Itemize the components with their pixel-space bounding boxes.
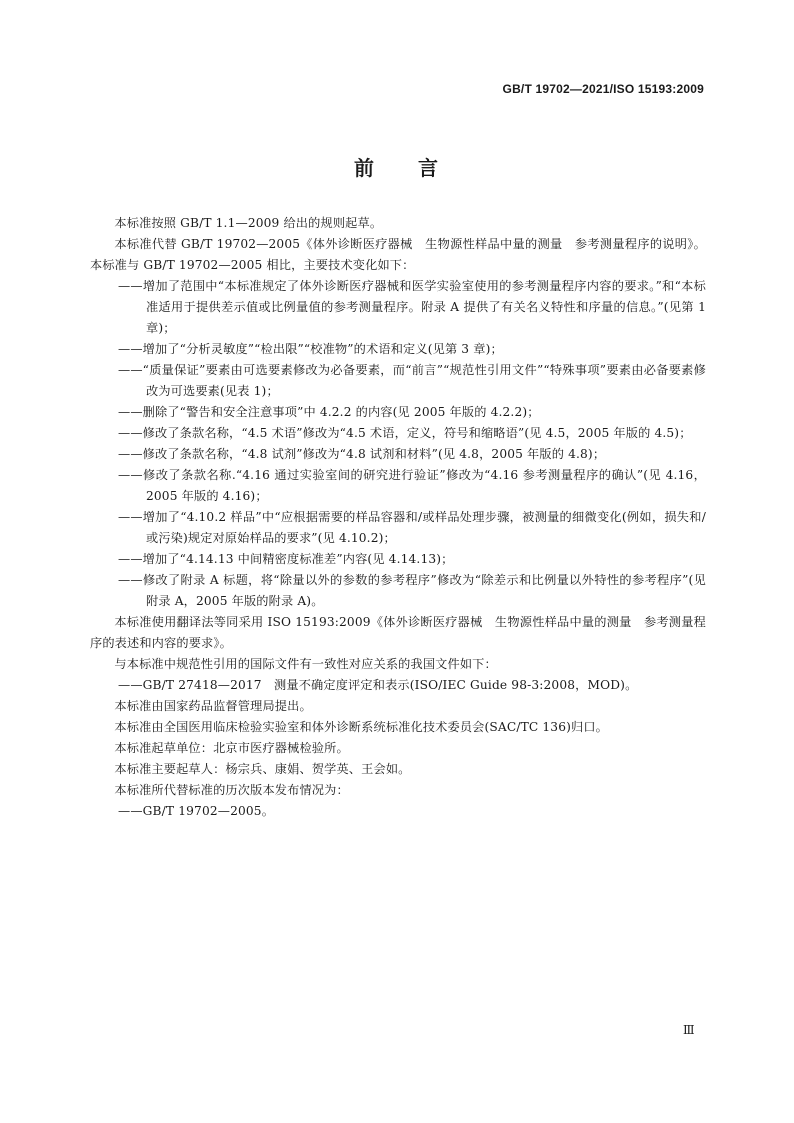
corresponding-doc-item: ——GB/T 27418—2017 测量不确定度评定和表示(ISO/IEC Guide 98-3:2008，MOD)。 bbox=[118, 678, 638, 692]
change-item: ——修改了条款名称.“4.16 通过实验室间的研究进行验证”修改为“4.16 参考测量程序的确认”(见 4.16，2005 年版的 4.16)； bbox=[118, 468, 706, 503]
change-item: ——删除了“警告和安全注意事项”中 4.2.2 的内容(见 2005 年版的 4.2.2)； bbox=[118, 405, 540, 419]
change-item: ——修改了条款名称，“4.8 试剂”修改为“4.8 试剂和材料”(见 4.8，2005 年版的 4.8)； bbox=[118, 447, 606, 461]
change-item: ——“质量保证”要素由可选要素修改为必备要素，而“前言”“规范性引用文件”“特殊事项”要素由必备要素修改为可选要素(见表 1)； bbox=[118, 363, 706, 398]
paragraph-proposed-by: 本标准由国家药品监督管理局提出。 bbox=[114, 699, 312, 713]
history-item: ——GB/T 19702—2005。 bbox=[118, 804, 275, 818]
standard-code-header: GB/T 19702—2021/ISO 15193:2009 bbox=[502, 82, 704, 96]
change-item: ——修改了条款名称，“4.5 术语”修改为“4.5 术语，定义，符号和缩略语”(见 4.5，2005 年版的 4.5)； bbox=[118, 426, 692, 440]
page-number: Ⅲ bbox=[683, 1023, 695, 1037]
foreword-body bbox=[90, 213, 706, 822]
paragraph-administered-by: 本标准由全国医用临床检验实验室和体外诊断系统标准化技术委员会(SAC/TC 136)归口。 bbox=[114, 720, 609, 734]
paragraph-corresponding-docs: 与本标准中规范性引用的国际文件有一致性对应关系的我国文件如下： bbox=[114, 657, 497, 671]
paragraph-drafters: 本标准主要起草人：杨宗兵、康娟、贺学英、王会如。 bbox=[114, 762, 411, 776]
title-char-2: 言 bbox=[418, 156, 440, 180]
change-item: ——增加了“4.14.13 中间精密度标准差”内容(见 4.14.13)； bbox=[118, 552, 454, 566]
change-item: ——增加了“分析灵敏度”“检出限”“校准物”的术语和定义(见第 3 章)； bbox=[118, 342, 503, 356]
paragraph-drafting-rules: 本标准按照 GB/T 1.1—2009 给出的规则起草。 bbox=[114, 216, 383, 230]
title-char-1: 前 bbox=[354, 156, 376, 180]
change-item: ——修改了附录 A 标题，将“除量以外的参数的参考程序”修改为“除差示和比例量以外特性的参考程序”(见附录 A，2005 年版的附录 A)。 bbox=[118, 573, 706, 608]
paragraph-replaces: 本标准代替 GB/T 19702—2005《体外诊断医疗器械 生物源性样品中量的测量 参考测量程序的说明》。本标准与 GB/T 19702—2005 相比，主要技术变化如下： bbox=[90, 237, 706, 272]
change-item: ——增加了范围中“本标准规定了体外诊断医疗器械和医学实验室使用的参考测量程序内容的要求。”和“本标准适用于提供差示值或比例量值的参考测量程序。附录 A 提供了有关名义特性和序量的信息。”(见第 1 章)； bbox=[118, 279, 706, 335]
paragraph-history: 本标准所代替标准的历次版本发布情况为： bbox=[114, 783, 349, 797]
change-item: ——增加了“4.10.2 样品”中“应根据需要的样品容器和/或样品处理步骤，被测量的细微变化(例如，损失和/或污染)规定对原始样品的要求”(见 4.10.2)； bbox=[118, 510, 706, 545]
paragraph-translation-method: 本标准使用翻译法等同采用 ISO 15193:2009《体外诊断医疗器械 生物源性样品中量的测量 参考测量程序的表述和内容的要求》。 bbox=[90, 615, 706, 650]
page-title bbox=[0, 152, 794, 181]
paragraph-drafting-unit: 本标准起草单位：北京市医疗器械检验所。 bbox=[114, 741, 349, 755]
